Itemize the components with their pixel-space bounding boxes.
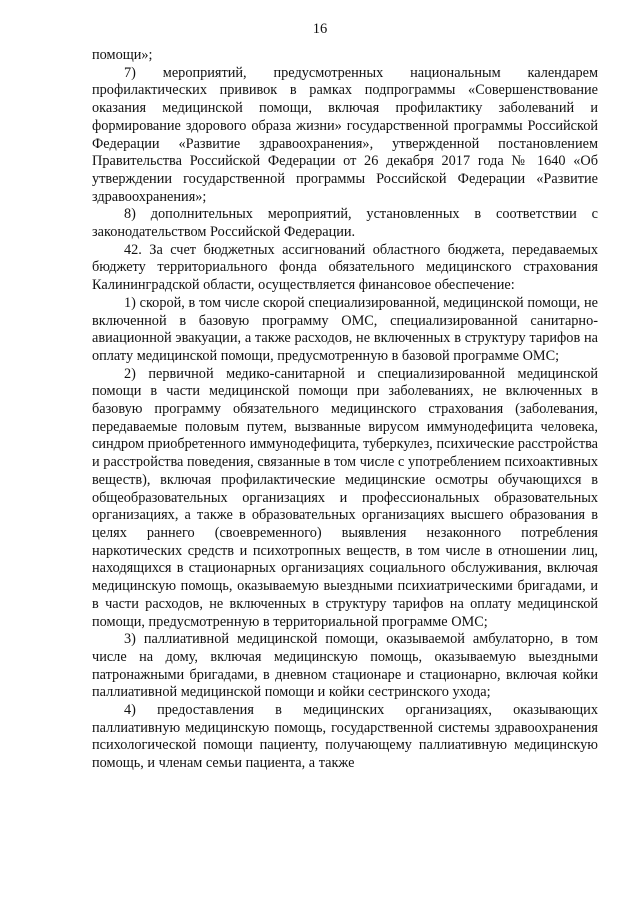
paragraph-subitem-4: 4) предоставления в медицинских организациях, оказывающих паллиативную медицинскую помощь, государственной системы здравоохранения психологической помощи пациенту, получающему паллиативную медицинскую помощь, и членам семьи пациента, а также: [92, 702, 598, 772]
paragraph-subitem-2: 2) первичной медико-санитарной и специализированной медицинской помощи в части медицинской помощи при заболеваниях, не включенных в базовую программу обязательного медицинского страхования (заболевания, передаваемые половым путем, вызванные вирусом иммунодефицита человека, синдром приобретенного иммунодефицита, туберкулез, психические расстройства и расстройства поведения, связанные в том числе с употреблением психоактивных веществ), включая профилактические медицинские осмотры обучающихся в общеобразовательных организациях и профессиональных образовательных организациях, а также в образовательных организациях высшего образования в целях раннего (своевременного) выявления незаконного потребления наркотических средств и психотропных веществ, в том числе в отношении лиц, находящихся в стационарных организациях социального обслуживания, включая медицинскую помощь, оказываемую выездными психиатрическими бригадами, и в части расходов, не включенных в структуру тарифов на оплату медицинской помощи, предусмотренную в территориальной программе ОМС;: [92, 365, 598, 630]
paragraph-subitem-1: 1) скорой, в том числе скорой специализированной, медицинской помощи, не включенной в базовую программу ОМС, специализированной санитарно-авиационной эвакуации, а также расходов, не включенных в структуру тарифов на оплату медицинской помощи, предусмотренную в базовой программе ОМС;: [92, 294, 598, 364]
document-body: [92, 47, 598, 773]
paragraph-continuation: помощи»;: [92, 47, 153, 63]
paragraph-subitem-3: 3) паллиативной медицинской помощи, оказываемой амбулаторно, в том числе на дому, включая медицинскую помощь, оказываемую выездными патронажными бригадами, в дневном стационаре и стационарно, включая койки паллиативной медицинской помощи и койки сестринского ухода;: [92, 631, 598, 701]
page-number: 16: [312, 21, 328, 37]
paragraph-section-42: 42. За счет бюджетных ассигнований областного бюджета, передаваемых бюджету территориального фонда обязательного медицинского страхования Калининградской области, осуществляется финансовое обеспечение:: [92, 241, 598, 294]
paragraph-item-8: 8) дополнительных мероприятий, установленных в соответствии с законодательством Российской Федерации.: [92, 206, 598, 241]
paragraph-item-7: 7) мероприятий, предусмотренных национальным календарем профилактических прививок в рамках подпрограммы «Совершенствование оказания медицинской помощи, включая профилактику заболеваний и формирование здорового образа жизни» государственной программы Российской Федерации «Развитие здравоохранения», утвержденной постановлением Правительства Российской Федерации от 26 декабря 2017 года № 1640 «Об утверждении государственной программы Российской Федерации «Развитие здравоохранения»;: [92, 64, 598, 205]
